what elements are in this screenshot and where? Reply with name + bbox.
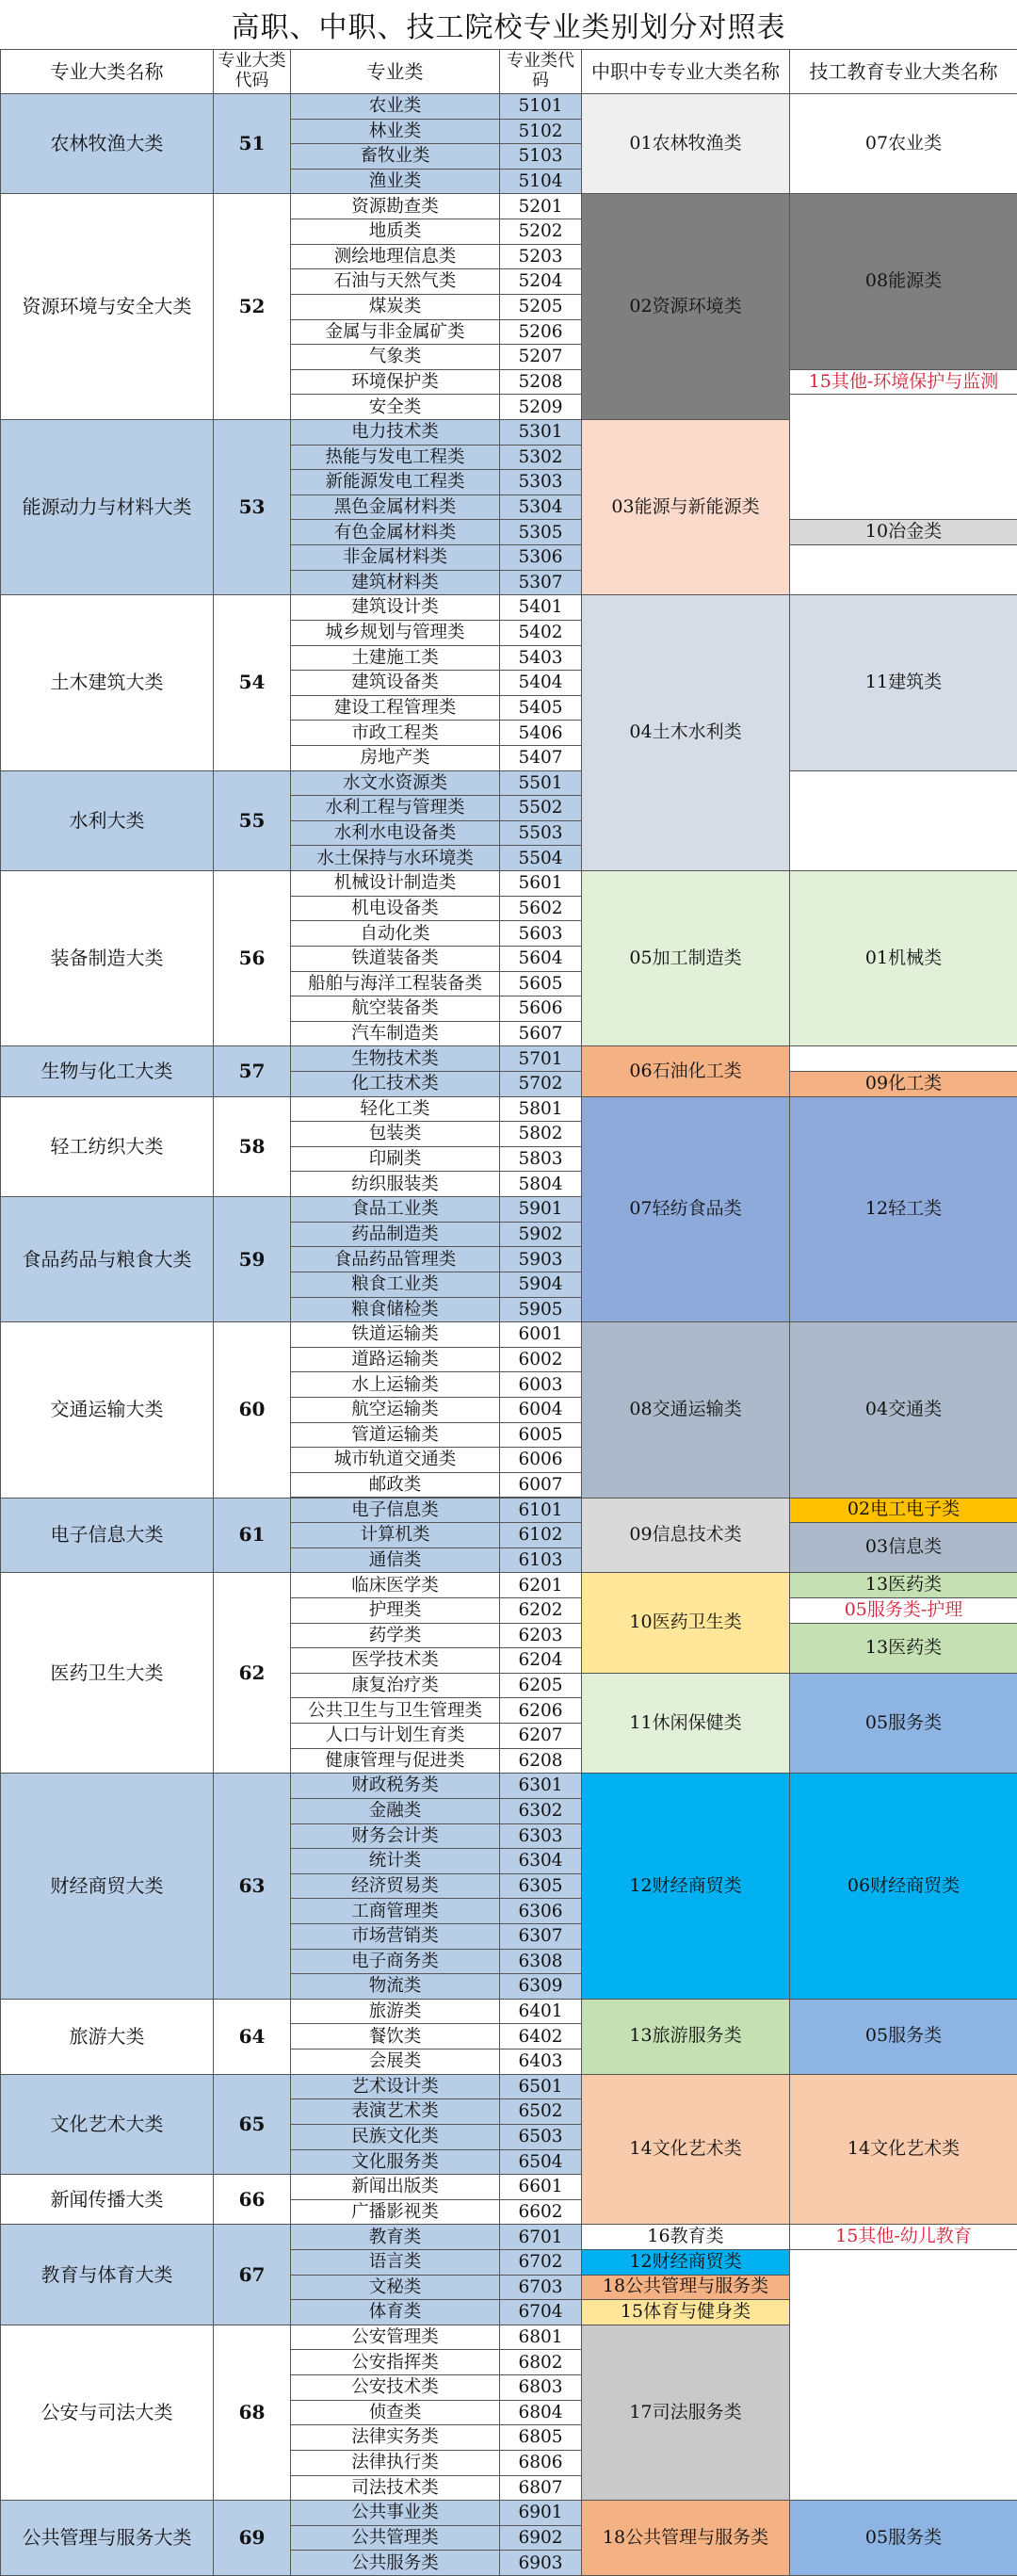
vocational-category: 07轻纺食品类 (581, 1096, 790, 1323)
subcategory-name: 印刷类 (290, 1146, 500, 1173)
subcategory-code: 6504 (499, 2149, 582, 2176)
category-name: 旅游大类 (0, 1999, 214, 2075)
subcategory-code: 6005 (499, 1422, 582, 1449)
subcategory-name: 公安指挥类 (290, 2349, 500, 2375)
header-technical-category: 技工教育专业大类名称 (789, 49, 1017, 94)
subcategory-code: 5306 (499, 544, 582, 571)
subcategory-name: 公共管理类 (290, 2525, 500, 2552)
technical-empty-cell (789, 544, 1017, 595)
subcategory-code: 5405 (499, 695, 582, 721)
subcategory-code: 5201 (499, 193, 582, 219)
subcategory-name: 文化服务类 (290, 2149, 500, 2176)
subcategory-name: 会展类 (290, 2049, 500, 2075)
technical-category: 02电工电子类 (789, 1498, 1017, 1524)
subcategory-code: 6703 (499, 2275, 582, 2301)
vocational-category: 12财经商贸类 (581, 1773, 790, 2000)
subcategory-code: 6804 (499, 2400, 582, 2426)
subcategory-name: 畜牧业类 (290, 143, 500, 170)
technical-category: 15其他-幼儿教育 (789, 2224, 1017, 2250)
category-code: 68 (213, 2325, 291, 2501)
category-name: 能源动力与材料大类 (0, 419, 214, 595)
subcategory-code: 5102 (499, 119, 582, 145)
subcategory-name: 统计类 (290, 1848, 500, 1874)
subcategory-name: 司法技术类 (290, 2475, 500, 2502)
subcategory-name: 广播影视类 (290, 2199, 500, 2226)
subcategory-name: 食品工业类 (290, 1196, 500, 1223)
vocational-category: 16教育类 (581, 2224, 790, 2250)
technical-category: 05服务类-护理 (789, 1597, 1017, 1624)
subcategory-code: 6704 (499, 2299, 582, 2325)
subcategory-name: 食品药品管理类 (290, 1246, 500, 1272)
subcategory-name: 新能源发电工程类 (290, 469, 500, 495)
subcategory-name: 管道运输类 (290, 1422, 500, 1449)
subcategory-code: 5606 (499, 996, 582, 1022)
subcategory-name: 法律实务类 (290, 2424, 500, 2451)
subcategory-code: 6503 (499, 2124, 582, 2150)
category-code: 66 (213, 2174, 291, 2225)
subcategory-code: 6103 (499, 1547, 582, 1574)
vocational-category: 10医药卫生类 (581, 1572, 790, 1673)
subcategory-name: 金属与非金属矿类 (290, 319, 500, 346)
subcategory-name: 城乡规划与管理类 (290, 620, 500, 646)
subcategory-code: 5101 (499, 93, 582, 120)
subcategory-name: 化工技术类 (290, 1071, 500, 1097)
vocational-category: 09信息技术类 (581, 1498, 790, 1574)
subcategory-name: 侦查类 (290, 2400, 500, 2426)
subcategory-name: 旅游类 (290, 1999, 500, 2025)
subcategory-code: 5902 (499, 1222, 582, 1248)
technical-empty-cell (789, 1045, 1017, 1072)
subcategory-name: 体育类 (290, 2299, 500, 2325)
category-code: 58 (213, 1096, 291, 1197)
technical-category: 08能源类 (789, 193, 1017, 369)
subcategory-code: 5503 (499, 820, 582, 847)
subcategory-name: 资源勘查类 (290, 193, 500, 219)
vocational-category: 13旅游服务类 (581, 1999, 790, 2075)
subcategory-name: 机电设备类 (290, 896, 500, 922)
subcategory-code: 6302 (499, 1798, 582, 1824)
subcategory-code: 5203 (499, 244, 582, 270)
category-code: 52 (213, 193, 291, 420)
subcategory-name: 包装类 (290, 1121, 500, 1147)
subcategory-code: 5305 (499, 519, 582, 545)
category-name: 文化艺术大类 (0, 2074, 214, 2175)
subcategory-name: 表演艺术类 (290, 2098, 500, 2125)
header-category-code: 专业大类代码 (213, 49, 291, 94)
subcategory-code: 5803 (499, 1146, 582, 1173)
subcategory-code: 5903 (499, 1246, 582, 1272)
category-code: 67 (213, 2224, 291, 2325)
subcategory-code: 5601 (499, 870, 582, 897)
subcategory-code: 6301 (499, 1773, 582, 1799)
header-subcategory-code: 专业类代码 (499, 49, 582, 94)
subcategory-code: 5904 (499, 1272, 582, 1298)
category-code: 60 (213, 1321, 291, 1498)
subcategory-code: 5407 (499, 745, 582, 771)
subcategory-name: 水利工程与管理类 (290, 795, 500, 821)
subcategory-code: 6207 (499, 1723, 582, 1749)
subcategory-code: 5901 (499, 1196, 582, 1223)
technical-category: 09化工类 (789, 1071, 1017, 1097)
subcategory-name: 教育类 (290, 2224, 500, 2250)
subcategory-code: 6307 (499, 1923, 582, 1950)
subcategory-name: 语言类 (290, 2249, 500, 2276)
subcategory-code: 5801 (499, 1096, 582, 1123)
technical-category: 13医药类 (789, 1623, 1017, 1674)
category-code: 62 (213, 1572, 291, 1774)
technical-empty-cell (789, 770, 1017, 871)
subcategory-name: 黑色金属材料类 (290, 494, 500, 521)
vocational-category: 18公共管理与服务类 (581, 2500, 790, 2576)
technical-category: 04交通类 (789, 1321, 1017, 1498)
subcategory-name: 艺术设计类 (290, 2074, 500, 2100)
subcategory-code: 5602 (499, 896, 582, 922)
category-name: 公共管理与服务大类 (0, 2500, 214, 2576)
subcategory-name: 市场营销类 (290, 1923, 500, 1950)
subcategory-code: 6701 (499, 2224, 582, 2250)
subcategory-name: 计算机类 (290, 1522, 500, 1548)
subcategory-name: 林业类 (290, 119, 500, 145)
subcategory-name: 公共事业类 (290, 2500, 500, 2526)
subcategory-code: 6001 (499, 1321, 582, 1348)
subcategory-code: 6402 (499, 2023, 582, 2049)
subcategory-code: 6102 (499, 1522, 582, 1548)
subcategory-name: 环境保护类 (290, 369, 500, 396)
subcategory-name: 粮食工业类 (290, 1272, 500, 1298)
subcategory-code: 5204 (499, 268, 582, 295)
subcategory-name: 医学技术类 (290, 1647, 500, 1674)
technical-category: 01机械类 (789, 870, 1017, 1046)
vocational-category: 15体育与健身类 (581, 2299, 790, 2325)
vocational-category: 01农林牧渔类 (581, 93, 790, 194)
subcategory-code: 5307 (499, 570, 582, 596)
subcategory-code: 5605 (499, 971, 582, 997)
subcategory-name: 新闻出版类 (290, 2174, 500, 2200)
subcategory-name: 金融类 (290, 1798, 500, 1824)
subcategory-code: 5208 (499, 369, 582, 396)
subcategory-code: 6205 (499, 1673, 582, 1699)
subcategory-name: 煤炭类 (290, 294, 500, 320)
subcategory-name: 水文水资源类 (290, 770, 500, 797)
subcategory-name: 农业类 (290, 93, 500, 120)
subcategory-code: 5804 (499, 1171, 582, 1197)
technical-category: 06财经商贸类 (789, 1773, 1017, 2000)
subcategory-name: 航空运输类 (290, 1397, 500, 1423)
subcategory-name: 石油与天然气类 (290, 268, 500, 295)
vocational-category: 17司法服务类 (581, 2325, 790, 2501)
subcategory-name: 船舶与海洋工程装备类 (290, 971, 500, 997)
subcategory-name: 法律执行类 (290, 2450, 500, 2476)
subcategory-code: 6304 (499, 1848, 582, 1874)
subcategory-code: 5504 (499, 845, 582, 871)
subcategory-name: 铁道装备类 (290, 946, 500, 972)
subcategory-code: 6901 (499, 2500, 582, 2526)
subcategory-code: 6202 (499, 1597, 582, 1624)
subcategory-name: 水利水电设备类 (290, 820, 500, 847)
subcategory-code: 6003 (499, 1371, 582, 1398)
subcategory-code: 5905 (499, 1297, 582, 1323)
subcategory-name: 航空装备类 (290, 996, 500, 1022)
subcategory-code: 5603 (499, 920, 582, 947)
subcategory-name: 测绘地理信息类 (290, 244, 500, 270)
subcategory-name: 财政税务类 (290, 1773, 500, 1799)
subcategory-code: 6308 (499, 1949, 582, 1975)
subcategory-name: 药学类 (290, 1623, 500, 1649)
subcategory-code: 5104 (499, 169, 582, 195)
subcategory-code: 6403 (499, 2049, 582, 2075)
technical-category: 13医药类 (789, 1572, 1017, 1598)
technical-category: 05服务类 (789, 1673, 1017, 1774)
subcategory-code: 5406 (499, 720, 582, 746)
subcategory-code: 6204 (499, 1647, 582, 1674)
subcategory-code: 6807 (499, 2475, 582, 2502)
category-name: 生物与化工大类 (0, 1045, 214, 1096)
subcategory-name: 餐饮类 (290, 2023, 500, 2049)
subcategory-code: 6303 (499, 1823, 582, 1850)
subcategory-name: 公共卫生与卫生管理类 (290, 1697, 500, 1724)
subcategory-code: 5701 (499, 1045, 582, 1072)
technical-empty-cell (789, 394, 1017, 520)
header-category-name: 专业大类名称 (0, 49, 214, 94)
subcategory-name: 粮食储检类 (290, 1297, 500, 1323)
subcategory-code: 6602 (499, 2199, 582, 2226)
header-vocational-category: 中职中专专业大类名称 (581, 49, 790, 94)
subcategory-name: 房地产类 (290, 745, 500, 771)
subcategory-name: 护理类 (290, 1597, 500, 1624)
category-name: 水利大类 (0, 770, 214, 871)
subcategory-name: 公安管理类 (290, 2325, 500, 2351)
vocational-category: 04土木水利类 (581, 594, 790, 871)
subcategory-name: 生物技术类 (290, 1045, 500, 1072)
technical-category: 07农业类 (789, 93, 1017, 194)
header-subcategory: 专业类 (290, 49, 500, 94)
category-code: 69 (213, 2500, 291, 2576)
subcategory-code: 5401 (499, 594, 582, 621)
category-code: 57 (213, 1045, 291, 1096)
subcategory-code: 5607 (499, 1021, 582, 1047)
subcategory-name: 渔业类 (290, 169, 500, 195)
subcategory-code: 5303 (499, 469, 582, 495)
subcategory-code: 6702 (499, 2249, 582, 2276)
subcategory-name: 水土保持与水环境类 (290, 845, 500, 871)
subcategory-code: 6502 (499, 2098, 582, 2125)
subcategory-code: 5501 (499, 770, 582, 797)
subcategory-name: 康复治疗类 (290, 1673, 500, 1699)
subcategory-code: 6806 (499, 2450, 582, 2476)
subcategory-name: 工商管理类 (290, 1898, 500, 1924)
subcategory-code: 6206 (499, 1697, 582, 1724)
subcategory-name: 城市轨道交通类 (290, 1447, 500, 1473)
subcategory-name: 有色金属材料类 (290, 519, 500, 545)
category-name: 财经商贸大类 (0, 1773, 214, 2000)
category-code: 64 (213, 1999, 291, 2075)
category-name: 土木建筑大类 (0, 594, 214, 770)
subcategory-code: 6501 (499, 2074, 582, 2100)
subcategory-name: 经济贸易类 (290, 1873, 500, 1900)
technical-category: 05服务类 (789, 1999, 1017, 2075)
vocational-category: 03能源与新能源类 (581, 419, 790, 595)
subcategory-code: 6401 (499, 1999, 582, 2025)
subcategory-name: 人口与计划生育类 (290, 1723, 500, 1749)
subcategory-code: 6101 (499, 1498, 582, 1524)
subcategory-name: 临床医学类 (290, 1572, 500, 1598)
category-name: 电子信息大类 (0, 1498, 214, 1574)
subcategory-code: 6805 (499, 2424, 582, 2451)
subcategory-name: 建设工程管理类 (290, 695, 500, 721)
subcategory-code: 6601 (499, 2174, 582, 2200)
subcategory-name: 建筑设备类 (290, 670, 500, 696)
subcategory-name: 财务会计类 (290, 1823, 500, 1850)
subcategory-code: 5702 (499, 1071, 582, 1097)
subcategory-code: 5402 (499, 620, 582, 646)
category-name: 教育与体育大类 (0, 2224, 214, 2325)
subcategory-name: 电子信息类 (290, 1498, 500, 1524)
subcategory-name: 公共服务类 (290, 2550, 500, 2576)
technical-category: 10冶金类 (789, 519, 1017, 545)
vocational-category: 14文化艺术类 (581, 2074, 790, 2226)
category-code: 54 (213, 594, 291, 770)
subcategory-code: 5604 (499, 946, 582, 972)
subcategory-name: 公安技术类 (290, 2374, 500, 2401)
subcategory-code: 6903 (499, 2550, 582, 2576)
subcategory-code: 6902 (499, 2525, 582, 2552)
subcategory-code: 5209 (499, 394, 582, 420)
subcategory-name: 热能与发电工程类 (290, 445, 500, 471)
category-name: 农林牧渔大类 (0, 93, 214, 194)
subcategory-name: 机械设计制造类 (290, 870, 500, 897)
category-code: 63 (213, 1773, 291, 2000)
technical-empty-cell (789, 2249, 1017, 2501)
subcategory-name: 药品制造类 (290, 1222, 500, 1248)
category-code: 65 (213, 2074, 291, 2175)
technical-category: 14文化艺术类 (789, 2074, 1017, 2226)
subcategory-name: 土建施工类 (290, 645, 500, 672)
subcategory-code: 6803 (499, 2374, 582, 2401)
subcategory-name: 物流类 (290, 1973, 500, 2000)
subcategory-name: 邮政类 (290, 1472, 500, 1499)
subcategory-name: 非金属材料类 (290, 544, 500, 571)
vocational-category: 11休闲保健类 (581, 1673, 790, 1774)
subcategory-code: 6007 (499, 1472, 582, 1499)
subcategory-name: 安全类 (290, 394, 500, 420)
category-name: 轻工纺织大类 (0, 1096, 214, 1197)
subcategory-name: 铁道运输类 (290, 1321, 500, 1348)
subcategory-name: 民族文化类 (290, 2124, 500, 2150)
subcategory-name: 自动化类 (290, 920, 500, 947)
subcategory-code: 6002 (499, 1347, 582, 1373)
category-code: 61 (213, 1498, 291, 1574)
subcategory-code: 6802 (499, 2349, 582, 2375)
category-name: 食品药品与粮食大类 (0, 1196, 214, 1322)
subcategory-code: 6004 (499, 1397, 582, 1423)
subcategory-name: 轻化工类 (290, 1096, 500, 1123)
subcategory-name: 健康管理与促进类 (290, 1748, 500, 1774)
subcategory-name: 文秘类 (290, 2275, 500, 2301)
subcategory-name: 电子商务类 (290, 1949, 500, 1975)
subcategory-code: 6208 (499, 1748, 582, 1774)
subcategory-code: 5802 (499, 1121, 582, 1147)
subcategory-code: 5403 (499, 645, 582, 672)
page-title: 高职、中职、技工院校专业类别划分对照表 (231, 11, 786, 44)
subcategory-code: 6305 (499, 1873, 582, 1900)
category-code: 55 (213, 770, 291, 871)
category-code: 59 (213, 1196, 291, 1322)
subcategory-name: 建筑材料类 (290, 570, 500, 596)
subcategory-name: 纺织服装类 (290, 1171, 500, 1197)
vocational-category: 18公共管理与服务类 (581, 2275, 790, 2301)
technical-category: 11建筑类 (789, 594, 1017, 770)
subcategory-name: 通信类 (290, 1547, 500, 1574)
subcategory-code: 5207 (499, 344, 582, 370)
subcategory-code: 6309 (499, 1973, 582, 2000)
category-name: 资源环境与安全大类 (0, 193, 214, 420)
technical-category: 05服务类 (789, 2500, 1017, 2576)
subcategory-name: 气象类 (290, 344, 500, 370)
technical-category: 12轻工类 (789, 1096, 1017, 1323)
subcategory-code: 5304 (499, 494, 582, 521)
technical-category: 15其他-环境保护与监测 (789, 369, 1017, 396)
subcategory-code: 5202 (499, 219, 582, 245)
subcategory-code: 5103 (499, 143, 582, 170)
subcategory-name: 建筑设计类 (290, 594, 500, 621)
subcategory-code: 5301 (499, 419, 582, 446)
technical-category: 03信息类 (789, 1522, 1017, 1573)
category-code: 51 (213, 93, 291, 194)
subcategory-code: 5502 (499, 795, 582, 821)
category-name: 新闻传播大类 (0, 2174, 214, 2225)
category-name: 交通运输大类 (0, 1321, 214, 1498)
vocational-category: 08交通运输类 (581, 1321, 790, 1498)
vocational-category: 05加工制造类 (581, 870, 790, 1046)
subcategory-code: 5205 (499, 294, 582, 320)
category-code: 56 (213, 870, 291, 1046)
subcategory-code: 6201 (499, 1572, 582, 1598)
category-name: 公安与司法大类 (0, 2325, 214, 2501)
subcategory-name: 道路运输类 (290, 1347, 500, 1373)
vocational-category: 12财经商贸类 (581, 2249, 790, 2276)
subcategory-name: 市政工程类 (290, 720, 500, 746)
subcategory-code: 5404 (499, 670, 582, 696)
subcategory-name: 地质类 (290, 219, 500, 245)
subcategory-code: 5302 (499, 445, 582, 471)
vocational-category: 06石油化工类 (581, 1045, 790, 1096)
vocational-category: 02资源环境类 (581, 193, 790, 420)
category-code: 53 (213, 419, 291, 595)
subcategory-name: 水上运输类 (290, 1371, 500, 1398)
subcategory-code: 5206 (499, 319, 582, 346)
subcategory-code: 6801 (499, 2325, 582, 2351)
subcategory-name: 汽车制造类 (290, 1021, 500, 1047)
subcategory-code: 6203 (499, 1623, 582, 1649)
subcategory-code: 6006 (499, 1447, 582, 1473)
subcategory-name: 电力技术类 (290, 419, 500, 446)
category-name: 医药卫生大类 (0, 1572, 214, 1774)
subcategory-code: 6306 (499, 1898, 582, 1924)
category-name: 装备制造大类 (0, 870, 214, 1046)
